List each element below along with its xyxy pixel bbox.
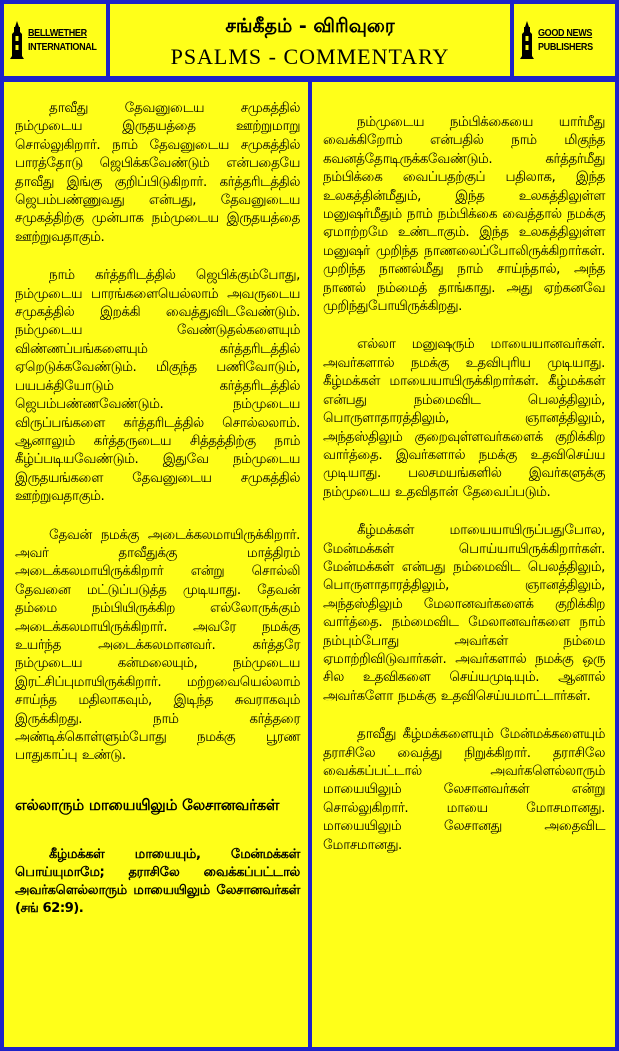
title-tamil: சங்கீதம் - விரிவுரை [225,15,395,37]
bell-tower-icon [519,20,535,60]
left-column [4,82,308,1047]
right-paragraph-1: நம்முடைய நம்பிக்கையை யார்மீது வைக்கிறோம் என்பதில் நாம் மிகுந்த கவனத்தோடிருக்கவேண்டும். கர்த்தர்மீது நம்பிக்கை வைப்பதற்குப் பதிலாக, இந்த உலகத்தின்மீதும், இந்த உலகத்திலுள்ள மனுஷர்மீதும் நாம் நம்பிக்கை வைத்தால் நமக்கு ஏமாற்றமே உண்டாகும். இந்த உலகத்திலுள்ள மனுஷர் முறிந்த நாணலைப்போலிருக்கிறார்கள். முறிந்த நாணல்மீது நாம் சாய்ந்தால், அந்த நாணல் நம்மைத் தாங்காது. அது ஏற்கனவே முறிந்துபோயிருக்கிறது. [323,115,605,315]
section-heading: எல்லாரும் மாயையிலும் லேசானவர்கள் [15,795,280,814]
right-column [312,82,615,1047]
logo-right-line2: PUBLISHERS [538,41,593,53]
logo-right-line1: GOOD NEWS [538,27,593,39]
right-paragraph-4: தாவீது கீழ்மக்களையும் மேன்மக்களையும் தராசிலே வைத்து நிறுக்கிறார். தராசிலே வைக்கப்பட்டால் அவர்களெல்லாரும் மாயையிலும் லேசானவர்கள் என்று சொல்லுகிறார். மாயை மோசமானது. மாயையிலும் லேசானது அதைவிட மோசமானது. [323,727,605,853]
page-header [110,4,510,76]
scripture-verse: கீழ்மக்கள் மாயையும், மேன்மக்கள் பொய்யுமாமே; தராசிலே வைக்கப்பட்டால் அவர்களெல்லாரும் மாயையிலும் லேசானவர்கள் (சங் 62:9). [15,846,300,916]
left-paragraph-3: தேவன் நமக்கு அடைக்கலமாயிருக்கிறார். அவர் தாவீதுக்கு மாத்திரம் அடைக்கலமாயிருக்கிறார் என்று சொல்லி தேவனை மட்டுப்படுத்த முடியாது. தேவன் தம்மை நம்பியிருக்கிற எல்லோருக்கும் அடைக்கலமாயிருக்கிறார். அவரே நமக்கு உயர்ந்த அடைக்கலமானவர். கர்த்தரே நம்முடைய கன்மலையும், நம்முடைய இரட்சிப்புமாயிருக்கிறார். மற்றவையெல்லாம் சாய்ந்த மதிலாகவும், இடிந்த சுவராகவும் இருக்கிறது. நாம் கர்த்தரை அண்டிக்கொள்ளும்போது நமக்கு பூரண பாதுகாப்பு உண்டு. [15,527,300,764]
bellwether-logo [4,4,106,76]
left-paragraph-2: நாம் கர்த்தரிடத்தில் ஜெபிக்கும்போது, நம்முடைய பாரங்களையெல்லாம் அவருடைய சமுகத்தில் இறக்கி வைத்துவிடவேண்டும். நம்முடைய வேண்டுதல்களையும் விண்ணப்பங்களையும் கர்த்தரிடத்தில் ஏறெடுக்கவேண்டும். மிகுந்த பணிவோடும், பயபக்தியோடும் கர்த்தரிடத்தில் ஜெபம்பண்ணவேண்டும். நம்முடைய விருப்பங்களை கர்த்தரிடத்தில் சொல்லலாம். ஆனாலும் கர்த்தருடைய சித்தத்திற்கு நாம் கீழ்ப்படியவேண்டும். இதுவே நம்முடைய இருதயங்களை தேவனுடைய சமுகத்தில் ஊற்றுவதாகும். [15,268,300,505]
logo-left-line1: BELLWETHER [28,27,87,39]
logo-left-line2: INTERNATIONAL [28,41,97,53]
right-paragraph-2: எல்லா மனுஷரும் மாயையானவர்கள். அவர்களால் நமக்கு உதவிபுரிய முடியாது. கீழ்மக்கள் மாயையாயிருக்கிறார்கள். கீழ்மக்கள் என்பது நம்மைவிட பெலத்திலும், பொருளாதாரத்திலும், ஞானத்திலும், அந்தஸ்திலும் குறைவுள்ளவர்களைக் குறிக்கிற வார்த்தை. இவர்களால் நமக்கு உதவிசெய்ய முடியாது. பலசமயங்களில் இவர்களுக்கு நம்முடைய உதவிதான் தேவைப்படும். [323,337,605,500]
bell-tower-icon [9,20,25,60]
right-paragraph-3: கீழ்மக்கள் மாயையாயிருப்பதுபோல, மேன்மக்கள் பொய்யாயிருக்கிறார்கள். மேன்மக்கள் என்பது நம்மைவிட பெலத்திலும், பொருளாதாரத்திலும், ஞானத்திலும், அந்தஸ்திலும் மேலானவர்களைக் குறிக்கிற வார்த்தை. நம்மைவிட மேலானவர்களை நாம் நம்பும்போது அவர்கள் நம்மை ஏமாற்றிவிடுவார்கள். அவர்களால் நமக்கு ஒரு சில உதவிகளை செய்யமுடியும். ஆனால் அவர்களோ நமக்கு உதவிசெய்யமாட்டார்கள். [323,523,605,704]
title-english: PSALMS - COMMENTARY [170,44,450,69]
left-paragraph-1: தாவீது தேவனுடைய சமுகத்தில் நம்முடைய இருதயத்தை ஊற்றுமாறு சொல்லுகிறார். நாம் தேவனுடைய சமுகத்தில் பாரத்தோடு ஜெபிக்கவேண்டும் என்பதையே தாவீது இங்கு குறிப்பிடுகிறார். கர்த்தரிடத்தில் ஜெபம்பண்ணுவது என்பது, தேவனுடைய சமுகத்திற்கு முன்பாக நம்முடைய இருதயத்தை ஊற்றுவதாகும். [15,101,300,245]
good-news-logo [514,4,615,76]
